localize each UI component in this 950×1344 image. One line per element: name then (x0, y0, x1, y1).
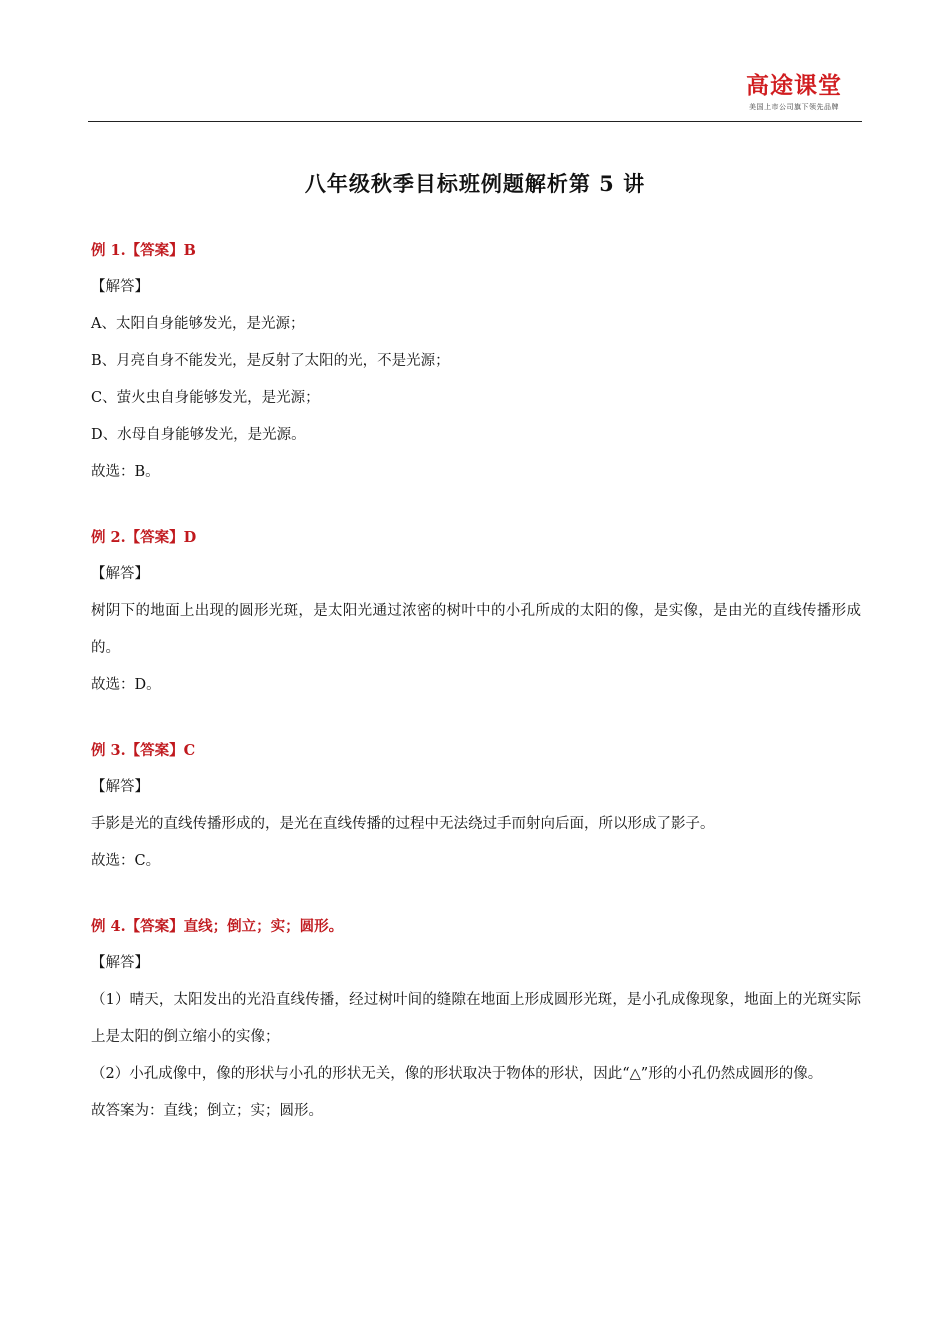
example-answer: 例 2.【答案】D (91, 529, 197, 546)
solution-line: C、萤火虫自身能够发光，是光源； (91, 390, 320, 406)
solution-paragraph: （2）小孔成像中，像的形状与小孔的形状无关，像的形状取决于物体的形状，因此“△”形的小孔仍然成圆形的像。 (91, 1066, 823, 1082)
solution-paragraph: （1）晴天，太阳发出的光沿直线传播，经过树叶间的缝隙在地面上形成圆形光斑，是小孔成像现象，地面上的光斑实际上是太阳的倒立缩小的实像； (91, 992, 861, 1045)
page-title: 八年级秋季目标班例题解析第 5 讲 (304, 171, 646, 196)
solution-line: B、月亮自身不能发光，是反射了太阳的光，不是光源； (91, 353, 450, 369)
solution-label: 【解答】 (91, 779, 149, 795)
example-answer: 例 3.【答案】C (91, 742, 196, 759)
logo-text: 高途课堂 (746, 73, 842, 99)
header-divider (88, 121, 862, 122)
conclusion-line: 故选：D。 (91, 677, 161, 693)
solution-line: A、太阳自身能够发光，是光源； (91, 316, 305, 332)
conclusion-line: 故答案为：直线；倒立；实；圆形。 (91, 1103, 323, 1119)
conclusion-line: 故选：C。 (91, 853, 161, 869)
page-header (88, 66, 862, 124)
solution-paragraph: 树阴下的地面上出现的圆形光斑，是太阳光通过浓密的树叶中的小孔所成的太阳的像，是实像，是由光的直线传播形成的。 (91, 603, 861, 656)
solution-line: D、水母自身能够发光，是光源。 (91, 427, 306, 443)
example-4 (91, 908, 861, 1130)
logo-subtitle: 美国上市公司旗下领先品牌 (749, 103, 839, 111)
example-answer: 例 4.【答案】直线；倒立；实；圆形。 (91, 918, 344, 935)
solution-line: 手影是光的直线传播形成的，是光在直线传播的过程中无法绕过手而射向后面，所以形成了影子。 (91, 816, 715, 832)
solution-label: 【解答】 (91, 955, 149, 971)
solution-label: 【解答】 (91, 279, 149, 295)
document-body (91, 232, 861, 1158)
example-1 (91, 232, 861, 491)
conclusion-line: 故选：B。 (91, 464, 160, 480)
brand-logo (746, 72, 842, 112)
example-3 (91, 732, 861, 880)
example-2 (91, 519, 861, 704)
example-answer: 例 1.【答案】B (91, 242, 196, 259)
solution-label: 【解答】 (91, 566, 149, 582)
